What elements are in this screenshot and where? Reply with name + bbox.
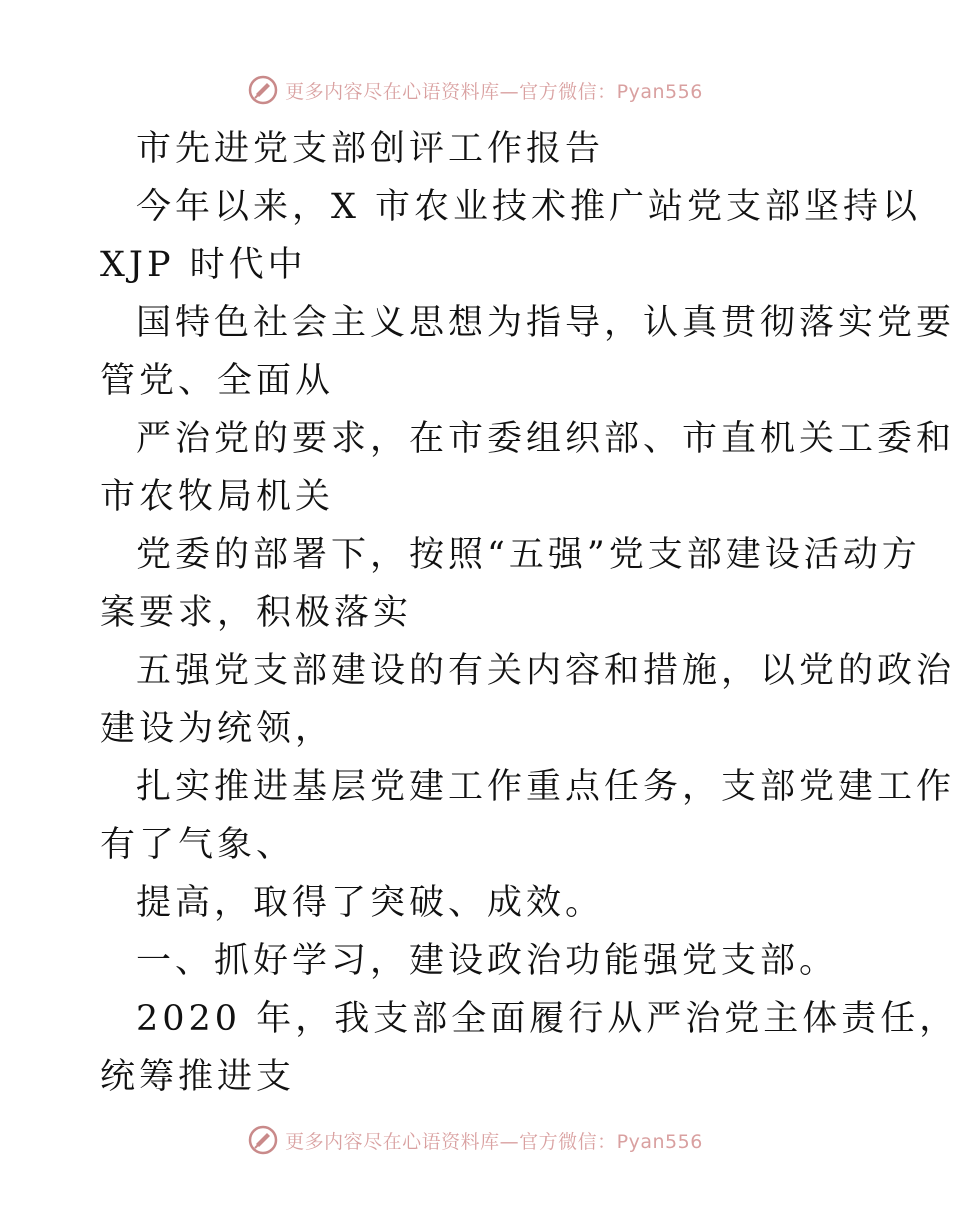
document-line: 严治党的要求，在市委组织部、市直机关工委和 <box>136 419 956 459</box>
document-body <box>100 120 958 1106</box>
document-line: 五强党支部建设的有关内容和措施，以党的政治 <box>136 651 956 691</box>
document-line: 建设为统领， <box>100 709 335 749</box>
document-line: 提高，取得了突破、成效。 <box>136 883 605 923</box>
document-line: 市农牧局机关 <box>100 477 335 517</box>
document-line: XJP 时代中 <box>100 245 307 285</box>
document-line: 今年以来，X 市农业技术推广站党支部坚持以 <box>136 187 922 227</box>
document-line: 国特色社会主义思想为指导，认真贯彻落实党要 <box>136 303 956 343</box>
document-line: 一、抓好学习，建设政治功能强党支部。 <box>136 941 839 981</box>
document-line: 2020 年，我支部全面履行从严治党主体责任， <box>136 999 958 1039</box>
document-line: 党委的部署下，按照“五强”党支部建设活动方 <box>136 535 921 575</box>
document-line: 管党、全面从 <box>100 361 335 401</box>
watermark-header <box>0 70 950 110</box>
document-line: 案要求，积极落实 <box>100 593 413 633</box>
watermark-text: 更多内容尽在心语资料库—官方微信：Pyan556 <box>285 80 703 103</box>
document-line: 扎实推进基层党建工作重点任务，支部党建工作 <box>136 767 956 807</box>
seal-logo-icon <box>247 1124 279 1156</box>
document-line: 统筹推进支 <box>100 1057 296 1097</box>
document-line: 市先进党支部创评工作报告 <box>136 129 605 169</box>
seal-logo-icon <box>247 74 279 106</box>
document-line: 有了气象、 <box>100 825 296 865</box>
watermark-footer <box>0 1120 950 1160</box>
watermark-text: 更多内容尽在心语资料库—官方微信：Pyan556 <box>285 1130 703 1153</box>
